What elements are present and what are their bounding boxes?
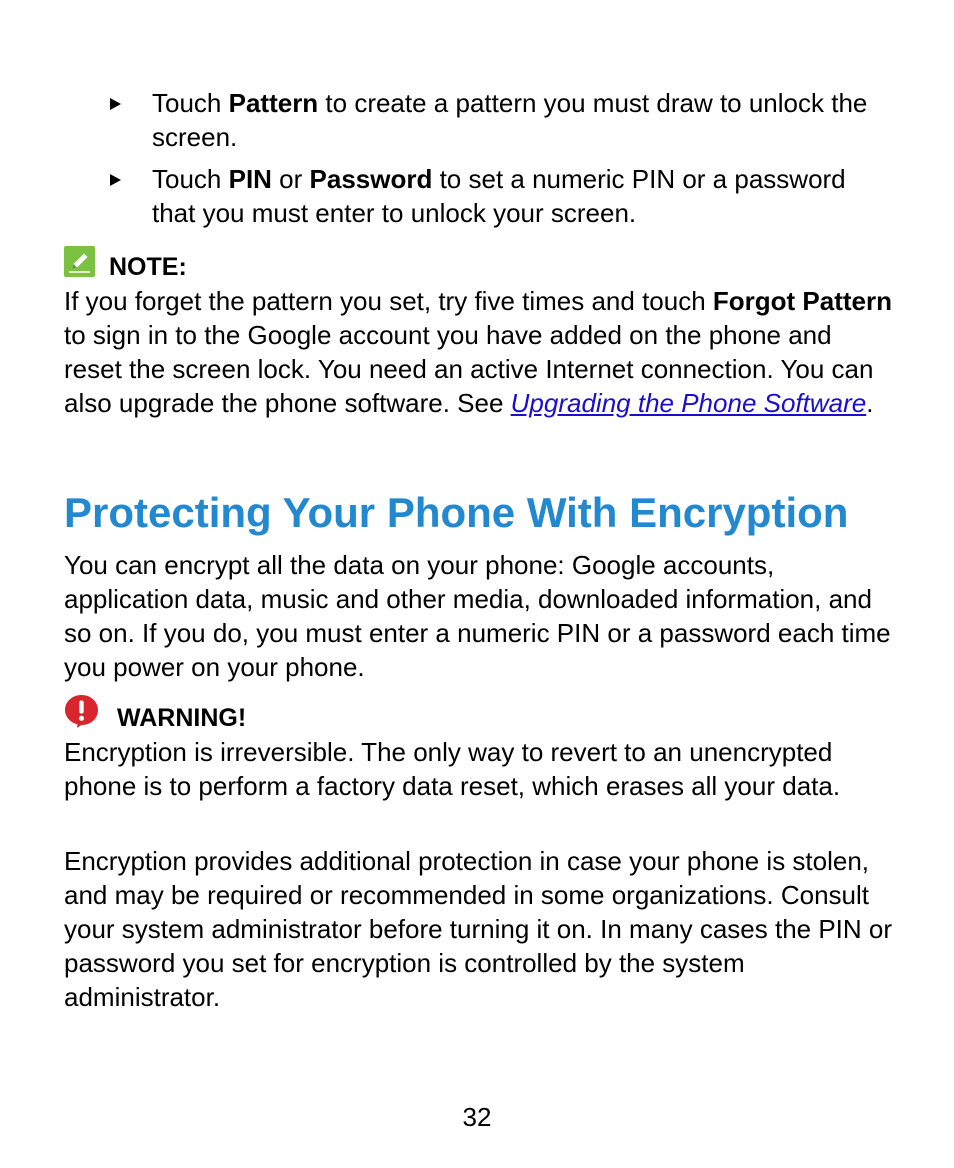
page-number: 32 <box>462 1102 492 1132</box>
bullet-text: Touch <box>152 88 229 118</box>
bullet-item-pattern <box>110 86 870 154</box>
note-bold-forgot-pattern: Forgot Pattern <box>712 286 893 316</box>
note-text: to sign in to the Google account you have added on the phone and reset the screen lock. You need an active Internet connection. You can also upgrade the phone software. See <box>64 320 874 418</box>
bullet-text: Touch <box>152 164 229 194</box>
section-heading: Protecting Your Phone With Encryption <box>64 489 849 536</box>
bullet-list <box>110 86 870 238</box>
bullet-arrow-icon <box>110 174 121 186</box>
bullet-item-pin-password <box>110 162 870 230</box>
warning-title: WARNING! <box>117 704 247 732</box>
bullet-text: or <box>271 164 310 194</box>
section-intro-paragraph: You can encrypt all the data on your phone: Google accounts, application data, music and other media, downloaded information, and so on. If you do, you must enter a numeric PIN or a password each time you power on your phone. <box>64 550 891 682</box>
warning-header <box>64 694 464 734</box>
bullet-bold-password: Password <box>309 164 433 194</box>
bullet-bold-pattern: Pattern <box>228 88 319 118</box>
warning-body: Encryption is irreversible. The only way to revert to an unencrypted phone is to perform a factory data reset, which erases all your data. <box>64 737 841 801</box>
note-text: . <box>866 388 874 418</box>
warning-exclamation-icon <box>64 694 99 729</box>
bullet-arrow-icon <box>110 98 121 110</box>
bullet-text: to set a numeric PIN or a password that you must enter to unlock your screen. <box>152 164 846 228</box>
note-title: NOTE: <box>109 253 187 281</box>
note-body <box>64 284 894 420</box>
note-text: If you forget the pattern you set, try five times and touch <box>64 286 713 316</box>
pencil-note-icon <box>64 246 95 277</box>
bullet-bold-pin: PIN <box>228 164 272 194</box>
bullet-text: to create a pattern you must draw to unlock the screen. <box>152 88 868 152</box>
note-header <box>64 246 464 286</box>
encryption-paragraph: Encryption provides additional protection in case your phone is stolen, and may be required or recommended in some organizations. Consult your system administrator before turning it on. In many cases the PIN or password you set for encryption is controlled by the system administrator. <box>64 846 893 1012</box>
upgrading-software-link[interactable]: Upgrading the Phone Software <box>510 388 867 418</box>
